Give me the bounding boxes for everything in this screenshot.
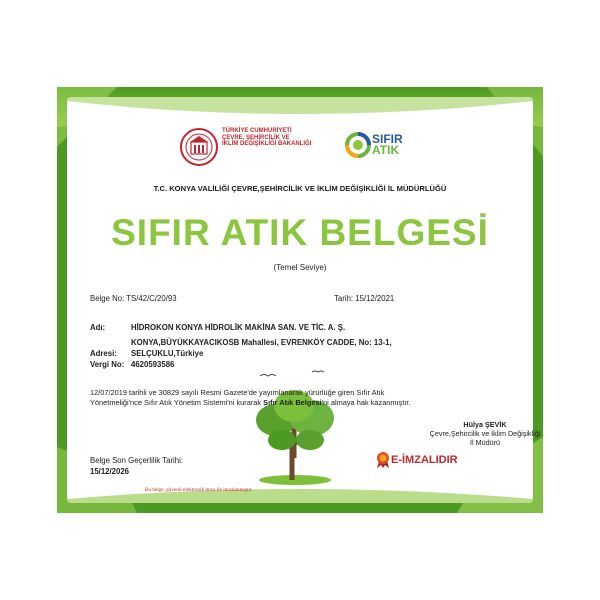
seal-ribbon-icon [376, 452, 390, 468]
zero-waste-logo-icon [345, 132, 371, 158]
certificate-body [90, 388, 510, 408]
body-line2-text: Yönetmeliği'nce Sıfır Atık Yönetim Sistemi'ni kurarak [90, 398, 264, 407]
zero-waste-logo-line2: ATIK [372, 143, 400, 157]
body-line2 [90, 398, 510, 408]
validity-label: Belge Son Geçerlilik Tarihi: [90, 456, 184, 465]
ministry-line3: İKLİM DEĞİŞİKLİĞİ BAKANLIĞI [222, 141, 312, 148]
tree-illustration [252, 368, 338, 488]
certificate-title: SIFIR ATIK BELGESİ [111, 212, 489, 253]
company-name: HİDROKON KONYA HİDROLİK MAKİNA SAN. VE TİC. A. Ş. [131, 323, 346, 332]
certificate-date: Tarih: 15/12/2021 [334, 294, 395, 303]
address-line1: KONYA,BÜYÜKKAYACIKOSB Mahallesi, EVRENKÖY CADDE, No: 13-1, [131, 338, 392, 347]
address-line2: SELÇUKLU,Türkiye [131, 349, 204, 358]
tax-number: 4620593586 [131, 360, 175, 369]
certificate-number: Belge No: TS/42/C/20/93 [90, 294, 177, 303]
signatory-title-line1: Çevre,Şehircilik ve İklim Değişikliği [429, 429, 541, 438]
footer-note: Bu belge, güvenli elektronik imza ile imzalanmıştır. [145, 487, 253, 493]
body-line2-suffix: 'ni almaya hak kazanmıştır. [321, 398, 411, 407]
ministry-line2: ÇEVRE, ŞEHİRCİLİK VE [222, 134, 290, 141]
zero-waste-logo-line1: SIFIR [372, 132, 403, 146]
address-label: Adresi: [90, 349, 117, 358]
issuer-header: T.C. KONYA VALİLİĞİ ÇEVRE,ŞEHİRCİLİK VE İKLİM DEĞİŞİKLİĞİ İL MÜDÜRLÜĞÜ [153, 184, 447, 193]
tax-label: Vergi No: [90, 360, 125, 369]
signatory-name: Hülya ŞEVİK [463, 420, 507, 429]
ministry-emblem-icon [180, 128, 218, 166]
name-label: Adı: [90, 323, 106, 332]
validity-date: 15/12/2026 [90, 467, 130, 476]
body-line2-bold: Sıfır Atık Belgesi [263, 398, 322, 407]
signatory-block [420, 420, 550, 447]
ministry-name [222, 128, 332, 148]
ministry-line1: TÜRKİYE CUMHURİYETİ [222, 128, 292, 134]
body-line1: 12/07/2019 tarihli ve 30829 sayılı Resmi Gazete'de yayımlanarak yürürlüğe giren Sıfır Atık [90, 388, 385, 397]
signatory-title-line2: İl Müdürü [470, 438, 500, 447]
certificate-level: (Temel Seviye) [273, 263, 327, 272]
zero-waste-logo-text [372, 134, 403, 156]
e-signature-badge: E-İMZALIDIR [391, 454, 458, 466]
